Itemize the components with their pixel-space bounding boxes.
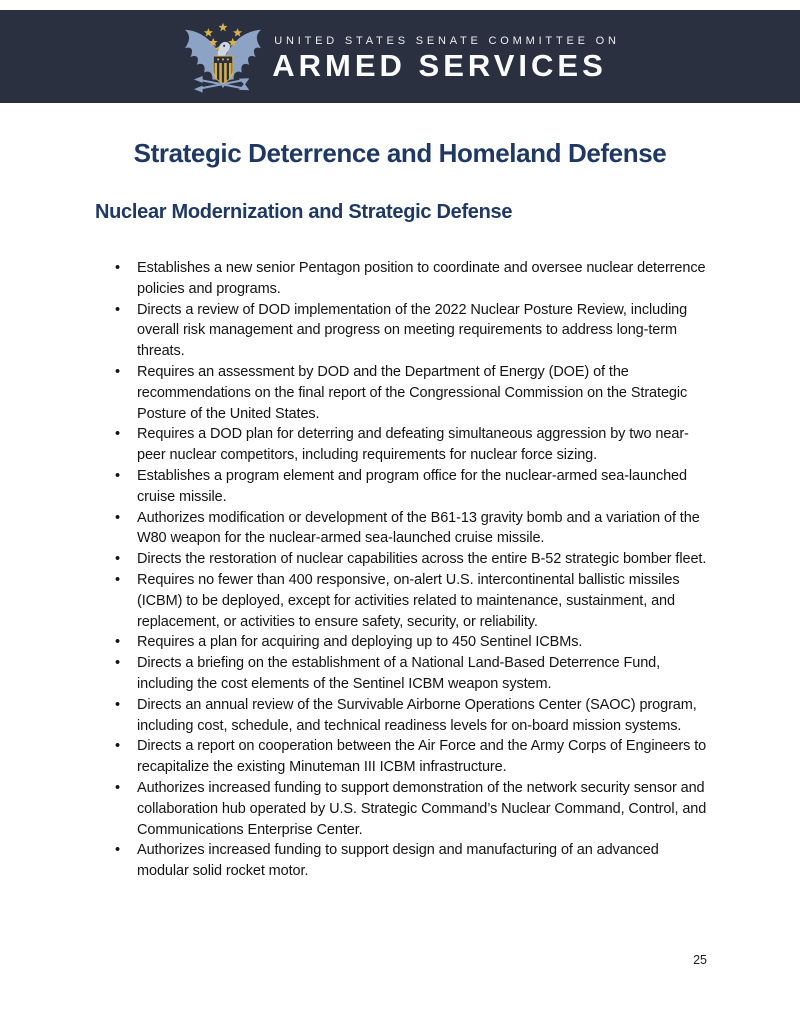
bullet-marker: • [115, 738, 120, 755]
bullet-marker: • [115, 260, 120, 276]
list-item-text: Authorizes increased funding to support design and manufacturing of an advanced modular solid rocket motor. [137, 842, 659, 880]
bullet-marker: • [115, 301, 120, 318]
list-item-text: Requires no fewer than 400 responsive, on-alert U.S. intercontinental ballistic missiles (ICBM) to be deployed, except for activities related to maintenance, sustainment, and replacement, or activities to ensure safety, security, or reliability. [137, 571, 680, 630]
list-item-text: Directs an annual review of the Survivable Airborne Operations Center (SAOC) program, including cost, schedule, and technical readiness levels for on-board mission systems. [137, 696, 697, 734]
list-item [112, 653, 708, 695]
list-item [112, 549, 708, 570]
bullet-marker: • [115, 551, 120, 568]
committee-banner [0, 10, 800, 103]
list-item [112, 840, 708, 882]
shield [214, 56, 233, 84]
eagle-emblem-icon [180, 22, 266, 94]
list-item [112, 695, 708, 737]
list-item-text: Requires an assessment by DOD and the Department of Energy (DOE) of the recommendations on the final report of the Congressional Commission on the Strategic Posture of the United States. [137, 363, 688, 422]
list-item [112, 508, 708, 550]
list-item-text: Directs a review of DOD implementation of the 2022 Nuclear Posture Review, including overall risk management and progress on meeting requirements to address long-term threats. [137, 301, 688, 360]
bullet-marker: • [115, 509, 120, 526]
bullet-marker: • [115, 655, 120, 672]
committee-eyebrow-text: UNITED STATES SENATE COMMITTEE ON [274, 34, 620, 47]
list-item [112, 362, 708, 424]
banner-content [180, 22, 619, 94]
bullet-marker: • [115, 696, 120, 713]
list-item [112, 570, 708, 632]
banner-text-block [272, 35, 619, 81]
bullet-marker: • [115, 426, 120, 443]
page-number: 25 [693, 953, 707, 967]
bullet-marker: • [115, 467, 120, 484]
bullet-list [112, 258, 708, 882]
bullet-marker: • [115, 571, 120, 588]
list-item-text: Authorizes modification or development of the B61-13 gravity bomb and a variation of the W80 weapon for the nuclear-armed sea-launched cruise missile. [137, 509, 700, 547]
page-title: Strategic Deterrence and Homeland Defense [133, 138, 667, 168]
list-item [112, 424, 708, 466]
list-item-text: Directs a report on cooperation between the Air Force and the Army Corps of Engineers to recapitalize the existing Minuteman III ICBM infrastructure. [137, 738, 707, 776]
list-item-text: Requires a DOD plan for deterring and defeating simultaneous aggression by two near-peer nuclear competitors, including requirements for nuclear force sizing. [137, 426, 689, 464]
list-item [112, 300, 708, 362]
list-item [112, 466, 708, 508]
bullet-marker: • [115, 363, 120, 380]
list-item [112, 736, 708, 778]
list-item [112, 632, 708, 653]
bullet-marker: • [115, 779, 120, 796]
list-item-text: Authorizes increased funding to support demonstration of the network security sensor and collaboration hub operated by U.S. Strategic Command’s Nuclear Command, Control, and Communications Enterprise Center. [137, 779, 707, 838]
list-item-text: Establishes a new senior Pentagon position to coordinate and oversee nuclear deterrence policies and programs. [137, 260, 706, 297]
committee-wordmark: ARMED SERVICES [272, 47, 607, 83]
list-item-text: Establishes a program element and program office for the nuclear-armed sea-launched cruise missile. [137, 467, 687, 505]
section-heading: Nuclear Modernization and Strategic Defense [95, 201, 513, 223]
list-item-text: Requires a plan for acquiring and deploying up to 450 Sentinel ICBMs. [137, 634, 583, 651]
bullet-marker: • [115, 842, 120, 859]
list-item-text: Directs a briefing on the establishment of a National Land-Based Deterrence Fund, including the cost elements of the Sentinel ICBM weapon system. [137, 655, 661, 692]
list-item-text: Directs the restoration of nuclear capabilities across the entire B-52 strategic bomber fleet. [137, 551, 707, 568]
list-item [112, 258, 708, 300]
bullet-marker: • [115, 634, 120, 651]
list-item [112, 778, 708, 840]
